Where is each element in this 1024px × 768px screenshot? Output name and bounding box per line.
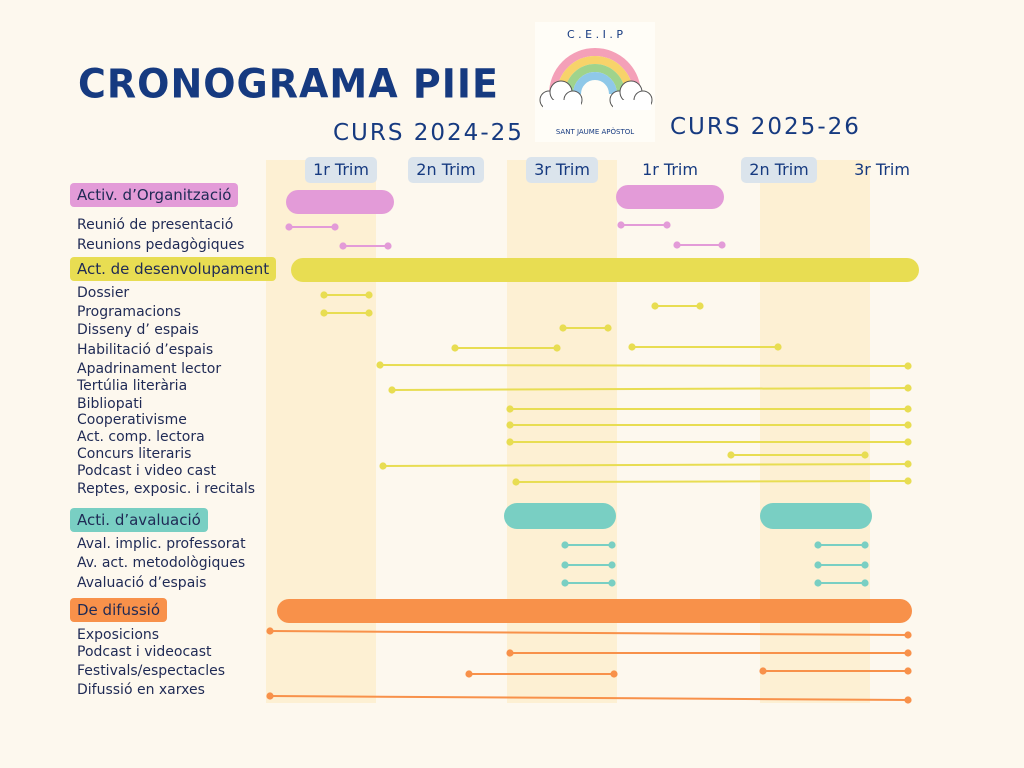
timeline-festivals-espectacles-2: [759, 667, 911, 674]
row-label-reunions-pedagogiques: Reunions pedagògiques: [77, 237, 245, 253]
timeline-aval-implic-professorat: [561, 541, 615, 548]
timeline-aval-implic-professorat-2: [814, 541, 868, 548]
trimester-header-6: 3r Trim: [854, 160, 910, 179]
timeline-disseny-espais: [559, 324, 611, 331]
timeline-difussio-xarxes: [266, 692, 911, 703]
row-label-av-act-metodologiques: Av. act. metodològiques: [77, 555, 246, 571]
timeline-habilitacio-espais: [451, 344, 560, 351]
timeline-festivals-espectacles: [465, 670, 617, 677]
timeline-av-act-metodologiques: [561, 561, 615, 568]
timeline-reunions-pedagogiques-2: [673, 241, 725, 248]
timeline-reunio-presentacio-2: [617, 221, 670, 228]
course-label-2025-26: CURS 2025-26: [670, 114, 861, 140]
row-label-cooperativisme: Cooperativisme: [77, 412, 187, 428]
timeline-avaluacio-espais: [561, 579, 615, 586]
row-label-podcast-video-cast: Podcast i video cast: [77, 463, 216, 479]
timeline-av-act-metodologiques-2: [814, 561, 868, 568]
row-label-apadrinament-lector: Apadrinament lector: [77, 361, 222, 377]
trimester-header-5: 2n Trim: [741, 157, 817, 183]
category-avaluacio: Acti. d’avaluació: [70, 508, 208, 532]
row-label-aval-implic-professorat: Aval. implic. professorat: [77, 536, 246, 552]
timeline-reunio-presentacio: [285, 223, 338, 230]
timeline-exposicions: [266, 627, 911, 638]
row-label-concurs-literaris: Concurs literaris: [77, 446, 192, 462]
trimester-header-4: 1r Trim: [642, 160, 698, 179]
row-label-programacions: Programacions: [77, 304, 181, 320]
row-label-festivals-espectacles: Festivals/espectacles: [77, 663, 226, 679]
row-label-reunio-presentacio: Reunió de presentació: [77, 217, 234, 233]
row-label-difussio-xarxes: Difussió en xarxes: [77, 682, 205, 698]
category-difusio: De difussió: [70, 598, 167, 622]
timeline-reptes-exposic-recitals: [512, 477, 911, 485]
row-label-act-comp-lectora: Act. comp. lectora: [77, 429, 205, 445]
timeline-cooperativisme: [506, 421, 911, 428]
row-label-avaluacio-espais: Avaluació d’espais: [77, 575, 207, 591]
row-label-podcast-videocast: Podcast i videocast: [77, 644, 212, 660]
timeline-podcast-videocast: [506, 649, 911, 656]
timeline-dossier: [320, 291, 372, 298]
category-desenvolupament: Act. de desenvolupament: [70, 257, 276, 281]
trimester-header-3: 3r Trim: [526, 157, 598, 183]
category-organitzacio: Activ. d’Organització: [70, 183, 238, 207]
timeline-act-comp-lectora: [506, 438, 911, 445]
timeline-avaluacio-espais-2: [814, 579, 868, 586]
course-label-2024-25: CURS 2024-25: [333, 120, 524, 146]
row-label-reptes-exposic-recitals: Reptes, exposic. i recitals: [77, 481, 256, 497]
row-label-bibliopati: Bibliopati: [77, 396, 143, 412]
logo-letters: C . E . I . P: [567, 28, 623, 41]
timeline-concurs-literaris: [727, 451, 868, 458]
timeline-programacions: [320, 309, 372, 316]
timeline-habilitacio-espais-2: [628, 343, 781, 350]
row-label-tertulia-literaria: Tertúlia literària: [77, 378, 188, 394]
page-title: CRONOGRAMA PIIE: [78, 60, 499, 108]
timeline-programacions-2: [651, 302, 703, 309]
timeline-podcast-video-cast: [379, 460, 911, 469]
row-label-exposicions: Exposicions: [77, 627, 160, 643]
row-label-habilitacio-espais: Habilitació d’espais: [77, 342, 214, 358]
row-label-disseny-espais: Disseny d’ espais: [77, 322, 199, 338]
timeline-tertulia-literaria: [388, 384, 911, 393]
trimester-header-2: 2n Trim: [408, 157, 484, 183]
timeline-apadrinament-lector: [376, 361, 911, 369]
timeline-reunions-pedagogiques: [339, 242, 391, 249]
row-label-dossier: Dossier: [77, 285, 130, 301]
trimester-header-1: 1r Trim: [305, 157, 377, 183]
logo-school-name: SANT JAUME APÒSTOL: [555, 128, 635, 136]
timeline-bibliopati: [506, 405, 911, 412]
